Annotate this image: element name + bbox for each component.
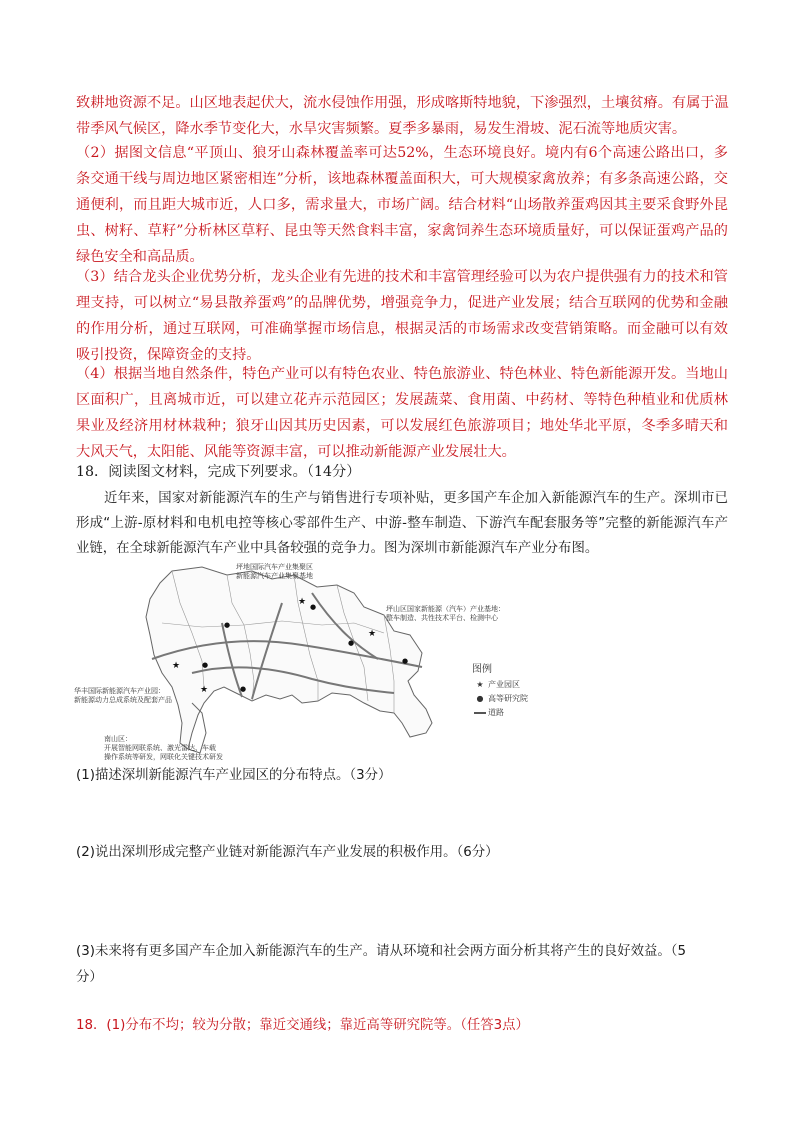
label-east	[386, 605, 505, 623]
industrial-park-marker: ★	[368, 629, 377, 639]
label-west-line: 华丰国际新能源汽车产业园：	[74, 687, 165, 695]
legend-title: 图例	[472, 664, 492, 675]
answer-18-1: 18．(1)分布不均；较为分散；靠近交通线；靠近高等研究院等。（任答3点）	[76, 1018, 529, 1033]
legend-road-label: 道路	[488, 708, 504, 717]
dot-icon: ●	[476, 694, 484, 703]
road-line-icon	[472, 708, 488, 717]
question-18-sub3: (3)未来将有更多国产车企加入新能源汽车的生产。请从环境和社会两方面分析其将产生的良好效益。（5	[76, 944, 686, 959]
research-institute-marker: ●	[402, 657, 409, 665]
label-west	[74, 687, 172, 705]
legend-research	[472, 693, 528, 704]
label-north	[236, 563, 313, 581]
legend-park	[472, 679, 520, 690]
label-east-line: 坪山区国家新能源（汽车）产业基地：	[386, 605, 505, 613]
answer-17-2: （2）据图文信息“平顶山、狼牙山森林覆盖率可达52%，生态环境良好。境内有6个高速公路出口，多条交通干线与周边地区紧密相连”分析，该地森林覆盖面积大，可大规模家禽放养；有多条高速公路，交通便利，而且距大城市近，人口多，需求量大，市场广阔。结合材料“山场散养蛋鸡因其主要采食野外昆虫、树籽、草籽”分析林区草籽、昆虫等天然食料丰富，家禽饲养生态环境质量好，可以保证蛋鸡产品的绿色安全和高品质。	[76, 145, 728, 265]
question-18-sub1: (1)描述深圳新能源汽车产业园区的分布特点。（3分）	[76, 768, 392, 783]
question-18-header: 18．阅读图文材料，完成下列要求。（14分）	[76, 464, 361, 480]
research-institute-marker: ●	[348, 639, 355, 647]
legend-research-label: 高等研究院	[488, 694, 528, 703]
industrial-park-marker: ★	[298, 597, 307, 607]
industrial-park-marker: ★	[200, 685, 209, 695]
research-institute-marker: ●	[224, 621, 231, 629]
research-institute-marker: ●	[202, 661, 209, 669]
label-west-line: 新能源动力总成系统及配套产品	[74, 696, 172, 704]
question-18-sub2: (2)说出深圳形成完整产业链对新能源汽车产业发展的积极作用。（6分）	[76, 845, 499, 860]
legend-road	[472, 707, 504, 718]
research-institute-marker: ●	[310, 603, 317, 611]
label-east-line: 整车制造、共性技术平台、检测中心	[386, 614, 498, 622]
label-north-line: 坪地国际汽车产业集聚区	[236, 563, 313, 571]
answer-text-line-2: 带季风气候区，降水季节变化大，水旱灾害频繁。夏季多暴雨，易发生滑坡、泥石流等地质灾害。	[76, 121, 687, 137]
label-south-line: 南山区：	[104, 735, 132, 743]
industrial-park-marker: ★	[172, 661, 181, 671]
shenzhen-ev-industry-map	[74, 563, 552, 763]
label-south-line: 开展智能网联系统、激光雷达、车载	[104, 744, 216, 752]
star-icon: ★	[476, 680, 484, 689]
research-institute-marker: ●	[240, 685, 247, 693]
answer-text-line-1: 致耕地资源不足。山区地表起伏大，流水侵蚀作用强，形成喀斯特地貌，下渗强烈，土壤贫瘠。有属于温	[76, 95, 729, 111]
question-18-material: 近年来，国家对新能源汽车的生产与销售进行专项补贴，更多国产车企加入新能源汽车的生产。深圳市已形成“上游-原材料和电机电控等核心零部件生产、中游-整车制造、下游汽车配套服务等”完整的新能源汽车产业链，在全球新能源汽车产业中具备较强的竞争力。图为深圳市新能源汽车产业分布图。	[76, 491, 728, 556]
city-outline	[146, 567, 432, 749]
legend-park-label: 产业园区	[488, 680, 520, 689]
answer-17-4: （4）根据当地自然条件，特色产业可以有特色农业、特色旅游业、特色林业、特色新能源开发。当地山区面积广，且离城市近，可以建立花卉示范园区；发展蔬菜、食用菌、中药材、等特色种植业和优质林果业及经济用材林栽种；狼牙山因其历史因素，可以发展红色旅游项目；地处华北平原，冬季多晴天和大风天气，太阳能、风能等资源丰富，可以推动新能源产业发展壮大。	[76, 366, 728, 460]
question-18-sub3-cont: 分）	[76, 970, 103, 985]
answer-17-3: （3）结合龙头企业优势分析，龙头企业有先进的技术和丰富管理经验可以为农户提供强有力的技术和管理支持，可以树立“易县散养蛋鸡”的品牌优势，增强竞争力，促进产业发展；结合互联网的优势和金融的作用分析，通过互联网，可准确掌握市场信息，根据灵活的市场需求改变营销策略。而金融可以有效吸引投资，保障资金的支持。	[76, 269, 728, 363]
label-south-line: 操作系统等研发，网联化关键技术研发	[104, 753, 223, 761]
label-south	[104, 735, 223, 762]
label-north-line: 新能源汽车产业集聚基地	[236, 572, 313, 580]
